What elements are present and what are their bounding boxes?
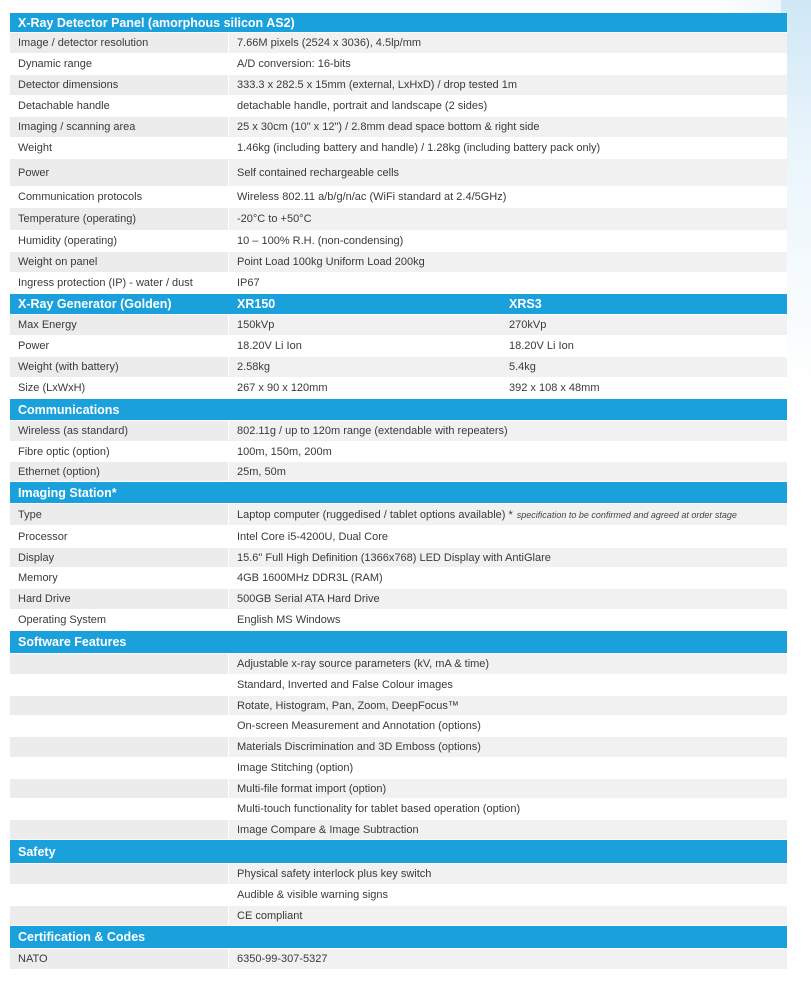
row-value — [229, 675, 787, 695]
section-header — [10, 631, 787, 654]
table-row — [10, 696, 787, 716]
section-header — [10, 399, 787, 421]
column-header-b: XRS3 — [509, 297, 542, 311]
row-value-a: 267 x 90 x 120mm — [237, 382, 328, 394]
table-row — [10, 779, 787, 799]
table-row — [10, 885, 787, 906]
row-value — [229, 589, 787, 609]
row-value-text: 7.66M pixels (2524 x 3036), 4.5lp/mm — [237, 37, 422, 49]
row-value-text: Point Load 100kg Uniform Load 200kg — [237, 256, 425, 268]
table-row — [10, 357, 787, 378]
row-value — [229, 159, 787, 186]
section-title: X-Ray Detector Panel (amorphous silicon AS2) — [18, 15, 295, 30]
section-title: Imaging Station* — [18, 485, 117, 500]
row-value-text: A/D conversion: 16-bits — [237, 58, 351, 70]
row-value-text: Multi-touch functionality for tablet based operation (option) — [237, 803, 521, 815]
row-label — [10, 696, 229, 715]
section-title: Communications — [18, 402, 120, 417]
row-value — [229, 208, 787, 230]
row-value — [229, 96, 787, 116]
row-value-text: 802.11g / up to 120m range (extendable with repeaters) — [237, 425, 508, 437]
row-value-text: 10 – 100% R.H. (non-condensing) — [237, 235, 404, 247]
section-title: X-Ray Generator (Golden) — [18, 297, 172, 311]
row-value-text: 333.3 x 282.5 x 15mm (external, LxHxD) / drop tested 1m — [237, 79, 518, 91]
table-row — [10, 906, 787, 926]
table-row — [10, 675, 787, 696]
row-label: Operating System — [10, 610, 229, 630]
row-value — [229, 442, 787, 461]
row-value-text: Image Compare & Image Subtraction — [237, 823, 419, 836]
row-note: specification to be confirmed and agreed at order stage — [516, 509, 737, 520]
row-value — [229, 75, 787, 95]
row-value-b: 18.20V Li Ion — [509, 340, 574, 352]
row-value-text: Image Stitching (option) — [237, 762, 354, 774]
row-value — [229, 33, 787, 53]
table-row — [10, 462, 787, 482]
row-value-text: Wireless 802.11 a/b/g/n/ac (WiFi standard at 2.4/5GHz) — [237, 191, 507, 203]
row-value — [229, 231, 787, 251]
table-row — [10, 33, 787, 54]
table-row — [10, 949, 787, 970]
table-row — [10, 654, 787, 675]
row-value — [229, 820, 787, 839]
row-value-a: 150kVp — [237, 319, 275, 331]
row-value — [229, 504, 787, 525]
row-value-a: 18.20V Li Ion — [237, 340, 302, 352]
table-row — [10, 273, 787, 294]
row-label — [10, 654, 229, 674]
row-label: Wireless (as standard) — [10, 421, 229, 441]
section-title: Software Features — [18, 635, 127, 649]
section-header — [10, 482, 787, 504]
row-value-text: Intel Core i5-4200U, Dual Core — [237, 530, 389, 543]
row-label: Detector dimensions — [10, 75, 229, 95]
row-value — [229, 462, 787, 481]
table-row — [10, 75, 787, 96]
row-value-text: On-screen Measurement and Annotation (options) — [237, 720, 481, 732]
row-value-b: 270kVp — [509, 319, 547, 331]
row-value-text: Materials Discrimination and 3D Emboss (options) — [237, 741, 481, 753]
row-value-b: 392 x 108 x 48mm — [509, 382, 600, 394]
row-value — [229, 737, 787, 757]
table-row — [10, 54, 787, 75]
spec-sheet — [10, 13, 787, 970]
row-value — [229, 906, 787, 925]
row-value-text: -20°C to +50°C — [237, 213, 312, 225]
row-label: Display — [10, 548, 229, 567]
row-label: Type — [10, 504, 229, 525]
row-value-b: 5.4kg — [509, 361, 536, 373]
row-label: Imaging / scanning area — [10, 117, 229, 137]
row-value-text: Rotate, Histogram, Pan, Zoom, DeepFocus™ — [237, 699, 459, 712]
row-value — [229, 526, 787, 547]
row-value — [229, 252, 787, 272]
table-row — [10, 159, 787, 187]
table-row — [10, 442, 787, 462]
row-value — [229, 885, 787, 905]
row-value-text: Adjustable x-ray source parameters (kV, mA & time) — [237, 658, 490, 670]
row-label: Humidity (operating) — [10, 231, 229, 251]
table-row — [10, 526, 787, 548]
table-row — [10, 117, 787, 138]
table-row — [10, 378, 787, 399]
row-value — [229, 138, 787, 158]
table-row — [10, 610, 787, 631]
row-value — [229, 548, 787, 567]
row-label: Weight on panel — [10, 252, 229, 272]
table-row — [10, 187, 787, 208]
table-row — [10, 589, 787, 610]
row-label — [10, 779, 229, 798]
row-value-text: IP67 — [237, 277, 260, 289]
table-row — [10, 231, 787, 252]
table-row — [10, 336, 787, 357]
row-value — [229, 421, 787, 441]
row-label — [10, 820, 229, 839]
row-value-text: 15.6" Full High Definition (1366x768) LED Display with AntiGlare — [237, 551, 551, 564]
row-value — [229, 799, 787, 819]
row-value — [229, 117, 787, 137]
row-label: Max Energy — [10, 315, 229, 335]
table-row — [10, 799, 787, 820]
row-value — [229, 610, 787, 630]
row-label: Ingress protection (IP) - water / dust — [10, 273, 229, 293]
row-label: Power — [10, 159, 229, 186]
row-value-text: detachable handle, portrait and landscape (2 sides) — [237, 100, 488, 112]
row-label: Power — [10, 336, 229, 356]
row-label: Communication protocols — [10, 187, 229, 207]
table-row — [10, 716, 787, 737]
row-value-text: Self contained rechargeable cells — [237, 166, 400, 179]
row-label: NATO — [10, 949, 229, 969]
table-row — [10, 208, 787, 231]
row-label: Weight — [10, 138, 229, 158]
row-value-text: 100m, 150m, 200m — [237, 445, 332, 458]
row-value-text: 25 x 30cm (10" x 12") / 2.8mm dead space bottom & right side — [237, 121, 540, 133]
table-row — [10, 820, 787, 840]
row-value-text: Laptop computer (ruggedised / tablet options available) * — [237, 508, 513, 521]
row-value-text: English MS Windows — [237, 614, 341, 626]
column-header-a: XR150 — [237, 297, 276, 311]
table-row — [10, 864, 787, 885]
row-label — [10, 906, 229, 925]
row-value-a: 2.58kg — [237, 361, 271, 373]
row-value — [229, 568, 787, 588]
row-value — [229, 696, 787, 715]
row-label: Ethernet (option) — [10, 462, 229, 481]
row-value-text: 25m, 50m — [237, 465, 286, 478]
section-header — [10, 13, 787, 33]
row-value-text: 1.46kg (including battery and handle) / 1.28kg (including battery pack only) — [237, 142, 601, 154]
row-value-text: Multi-file format import (option) — [237, 782, 387, 795]
table-row — [10, 421, 787, 442]
section-header — [10, 926, 787, 949]
row-value-text: 500GB Serial ATA Hard Drive — [237, 593, 380, 605]
table-row — [10, 504, 787, 526]
row-label: Dynamic range — [10, 54, 229, 74]
row-label: Size (LxWxH) — [10, 378, 229, 398]
row-label: Hard Drive — [10, 589, 229, 609]
row-label: Fibre optic (option) — [10, 442, 229, 461]
row-label: Detachable handle — [10, 96, 229, 116]
row-value-text: 4GB 1600MHz DDR3L (RAM) — [237, 572, 383, 584]
row-value — [229, 54, 787, 74]
row-label: Image / detector resolution — [10, 33, 229, 53]
table-row — [10, 737, 787, 758]
row-value-text: Physical safety interlock plus key switch — [237, 868, 432, 880]
section-title: Certification & Codes — [18, 930, 146, 944]
row-label — [10, 758, 229, 778]
row-value-text: Audible & visible warning signs — [237, 889, 389, 901]
row-label — [10, 675, 229, 695]
row-value — [229, 949, 787, 969]
row-value — [229, 273, 787, 293]
section-title: Safety — [18, 844, 56, 859]
row-value-text: Standard, Inverted and False Colour images — [237, 679, 453, 691]
section-header — [10, 840, 787, 864]
row-label — [10, 716, 229, 736]
row-value — [229, 758, 787, 778]
row-label — [10, 864, 229, 884]
row-label: Temperature (operating) — [10, 208, 229, 230]
table-row — [10, 138, 787, 159]
table-row — [10, 568, 787, 589]
row-label — [10, 737, 229, 757]
row-value-text: 6350-99-307-5327 — [237, 953, 328, 965]
table-row — [10, 252, 787, 273]
row-value — [229, 654, 787, 674]
row-label — [10, 799, 229, 819]
row-label — [10, 885, 229, 905]
section-header — [10, 294, 787, 315]
table-row — [10, 96, 787, 117]
row-value — [229, 716, 787, 736]
table-row — [10, 548, 787, 568]
row-label: Processor — [10, 526, 229, 547]
row-value — [229, 187, 787, 207]
row-value — [229, 779, 787, 798]
row-label: Weight (with battery) — [10, 357, 229, 377]
row-value-text: CE compliant — [237, 909, 303, 922]
table-row — [10, 315, 787, 336]
row-label: Memory — [10, 568, 229, 588]
row-value — [229, 864, 787, 884]
table-row — [10, 758, 787, 779]
